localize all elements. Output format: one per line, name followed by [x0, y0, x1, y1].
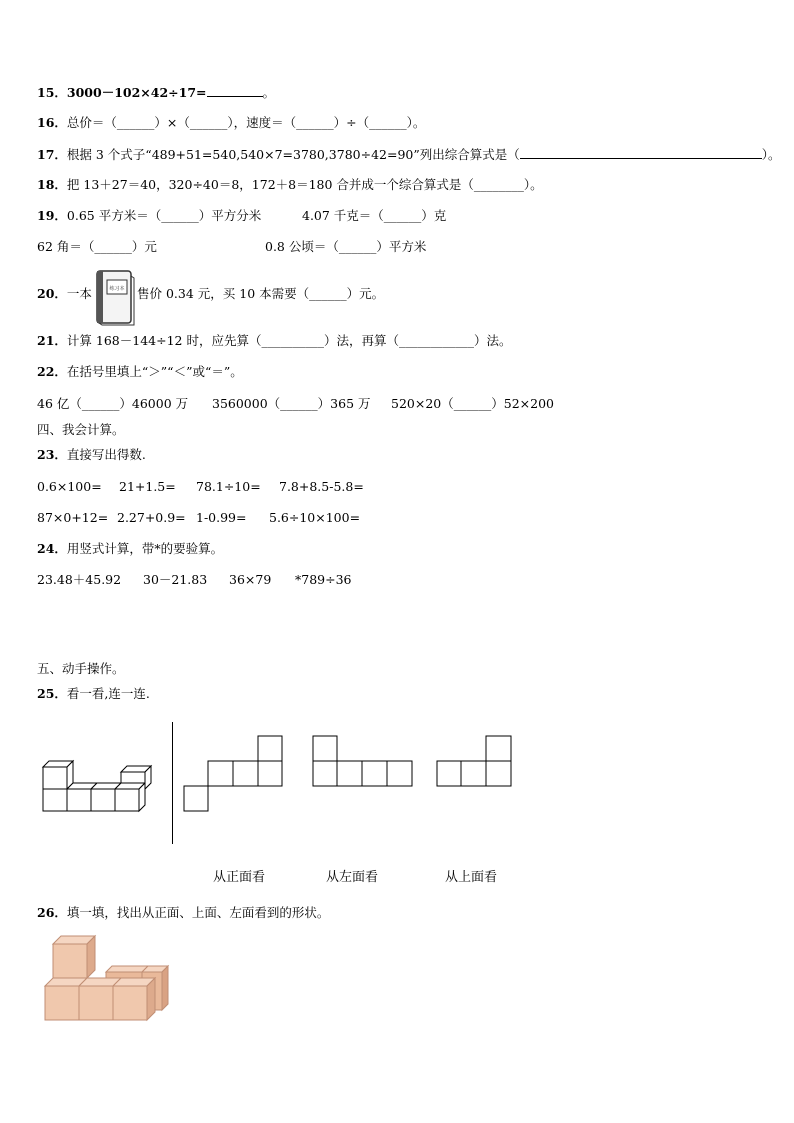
- question-25: [37, 686, 150, 702]
- question-18: [37, 177, 543, 193]
- question-number: 16．: [37, 115, 67, 130]
- compare-a: 46 亿（______）46000 万: [37, 396, 189, 411]
- question-number: 17．: [37, 147, 67, 162]
- question-21: [37, 333, 511, 349]
- question-23: [37, 447, 146, 463]
- conversion-a: 0.65 平方米＝（______）平方分米: [66, 208, 262, 223]
- caption-front-view: 从正面看: [213, 870, 266, 885]
- peach-cube-figure: [42, 932, 172, 1024]
- question-text: 把 13＋27＝40，320÷40＝8，172＋8＝180 合并成一个综合算式是（________）。: [66, 177, 543, 192]
- question-text: 用竖式计算，带*的要验算。: [66, 541, 224, 556]
- question-number: 19．: [37, 208, 67, 223]
- question-text: 3000－102×42÷17=: [66, 85, 207, 100]
- question-number: 18．: [37, 177, 67, 192]
- question-text: 总价＝（______）×（______），速度＝（______）÷（______）。: [66, 115, 426, 130]
- question-text: 填一填，找出从正面、上面、左面看到的形状。: [66, 905, 330, 920]
- question-number: 21．: [37, 333, 67, 348]
- question-22: [37, 364, 243, 380]
- question-number: 22．: [37, 364, 67, 379]
- conversion-d: 0.8 公顷＝（______）平方米: [265, 239, 427, 254]
- divider-line: [171, 722, 174, 844]
- vertical-calc-item: 30－21.83: [143, 572, 208, 587]
- punctuation: ）。: [761, 147, 781, 162]
- question-text: 在括号里填上“＞”“＜”或“＝”。: [66, 364, 243, 379]
- question-text: 直接写出得数.: [66, 447, 146, 462]
- section-4-title: 四、我会计算。: [37, 422, 125, 437]
- view-shape-b: [312, 735, 415, 788]
- cube-arrangement-figure: [40, 758, 155, 813]
- section-5-title: 五、动手操作。: [37, 661, 125, 676]
- question-text: 看一看,连一连.: [66, 686, 150, 701]
- compare-c: 520×20（______）52×200: [391, 396, 554, 411]
- notebook-label: 练习本: [109, 286, 125, 292]
- vertical-calc-item: *789÷36: [295, 572, 352, 587]
- vertical-calc-item: 36×79: [229, 572, 272, 587]
- vertical-calc-item: 23.48＋45.92: [37, 572, 122, 587]
- calc-item: 21+1.5=: [119, 479, 176, 494]
- question-19: [37, 208, 261, 224]
- question-26: [37, 905, 329, 921]
- calc-item: 7.8+8.5-5.8=: [279, 479, 364, 494]
- calc-item: 87×0+12=: [37, 510, 109, 525]
- question-number: 24．: [37, 541, 67, 556]
- question-15: [37, 84, 275, 101]
- view-shape-a: [183, 735, 285, 813]
- conversion-b: 4.07 千克＝（______）克: [302, 208, 447, 223]
- question-number: 25．: [37, 686, 67, 701]
- question-number: 20．: [37, 286, 67, 301]
- punctuation: 。: [262, 85, 276, 100]
- view-shape-c: [436, 735, 514, 788]
- calc-item: 0.6×100=: [37, 479, 102, 494]
- calc-item: 2.27+0.9=: [117, 510, 186, 525]
- caption-top-view: 从上面看: [445, 870, 498, 885]
- calc-item: 5.6÷10×100=: [269, 510, 361, 525]
- caption-left-view: 从左面看: [326, 870, 379, 885]
- answer-blank[interactable]: [520, 146, 762, 159]
- conversion-c: 62 角＝（______）元: [37, 239, 157, 254]
- question-24: [37, 541, 223, 557]
- question-17: [37, 146, 781, 163]
- question-number: 26．: [37, 905, 67, 920]
- question-20: [37, 286, 92, 302]
- question-text-post: 售价 0.34 元，买 10 本需要（______）元。: [137, 286, 385, 301]
- question-16: [37, 115, 425, 131]
- calc-item: 1-0.99=: [196, 510, 247, 525]
- calc-item: 78.1÷10=: [196, 479, 261, 494]
- question-number: 15．: [37, 85, 67, 100]
- notebook-icon: [94, 268, 136, 328]
- answer-blank[interactable]: [207, 84, 263, 97]
- question-text-pre: 一本: [66, 286, 92, 301]
- question-number: 23．: [37, 447, 67, 462]
- question-text: 计算 168－144÷12 时，应先算（__________）法，再算（____________）法。: [66, 333, 512, 348]
- compare-b: 3560000（______）365 万: [212, 396, 371, 411]
- question-text: 根据 3 个式子“489+51=540,540×7=3780,3780÷42=90”列出综合算式是（: [66, 147, 520, 162]
